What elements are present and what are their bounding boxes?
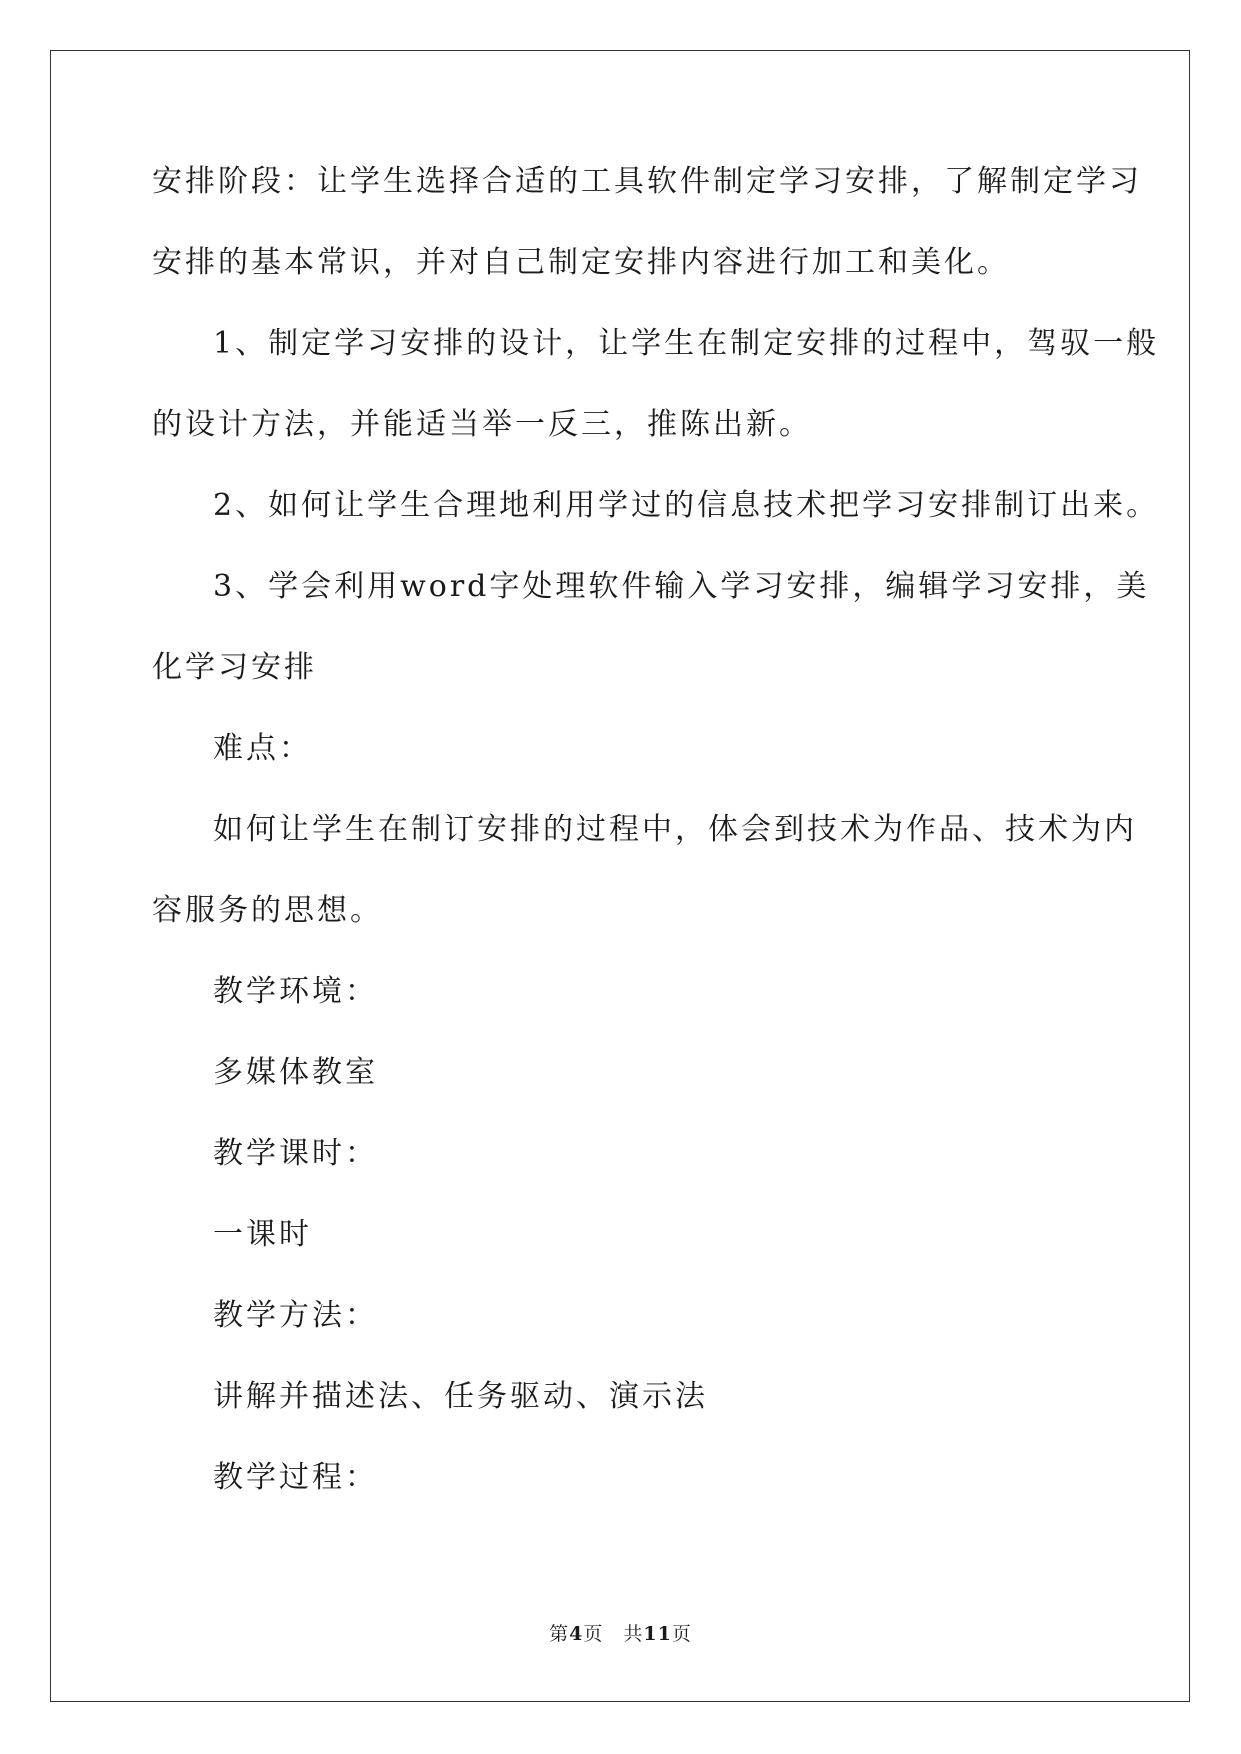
paragraph-line: 讲解并描述法、任务驱动、演示法 (213, 1379, 708, 1414)
list-item-line: 化学习安排 (152, 650, 317, 685)
list-item-line: 的设计方法，并能适当举一反三，推陈出新。 (152, 407, 812, 442)
page-footer (0, 1622, 1241, 1646)
list-item-line: 3、学会利用word字处理软件输入学习安排，编辑学习安排，美 (213, 569, 1150, 604)
footer-total-prefix: 共 (623, 1623, 644, 1645)
section-heading: 教学过程： (213, 1460, 378, 1495)
paragraph-line: 容服务的思想。 (152, 893, 383, 928)
paragraph-line: 如何让学生在制订安排的过程中，体会到技术为作品、技术为内 (213, 812, 1137, 847)
footer-page-number: 4 (569, 1623, 584, 1645)
paragraph-line: 安排的基本常识，并对自己制定安排内容进行加工和美化。 (152, 245, 1010, 280)
footer-page-prefix: 第 (549, 1623, 570, 1645)
paragraph-line: 一课时 (213, 1217, 312, 1252)
list-item-line: 2、如何让学生合理地利用学过的信息技术把学习安排制订出来。 (213, 488, 1160, 523)
paragraph-line: 多媒体教室 (213, 1055, 378, 1090)
list-item-line: 1、制定学习安排的设计，让学生在制定安排的过程中，驾驭一般 (213, 326, 1160, 361)
section-heading: 难点： (213, 731, 312, 766)
paragraph-line: 安排阶段：让学生选择合适的工具软件制定学习安排，了解制定学习 (152, 164, 1142, 199)
footer-total-pages: 11 (643, 1623, 672, 1645)
document-body (152, 162, 1160, 1539)
footer-total-suffix: 页 (671, 1623, 692, 1645)
footer-page-suffix: 页 (583, 1623, 604, 1645)
section-heading: 教学环境： (213, 974, 378, 1009)
section-heading: 教学课时： (213, 1136, 378, 1171)
section-heading: 教学方法： (213, 1298, 378, 1333)
